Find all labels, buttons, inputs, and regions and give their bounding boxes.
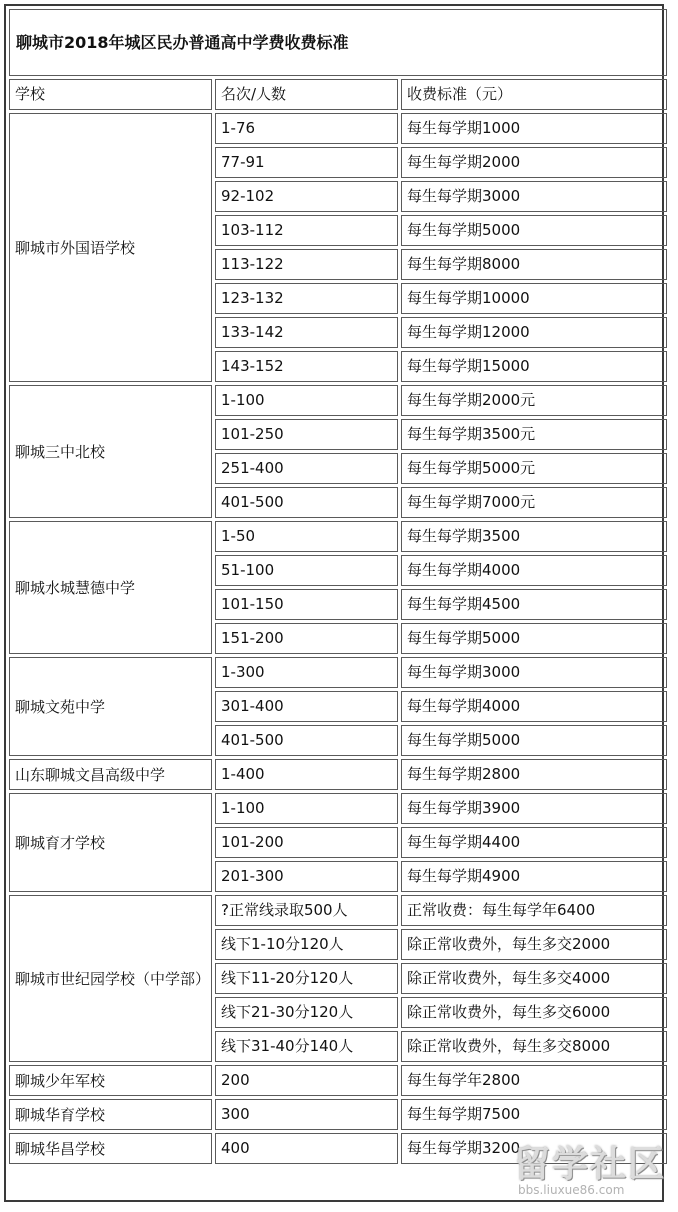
rank-cell: 401-500 [215,725,398,756]
fee-cell: 每生每学期2000元 [401,385,667,416]
rank-cell: 123-132 [215,283,398,314]
school-name-cell: 聊城少年军校 [9,1065,212,1096]
fee-cell: 除正常收费外，每生多交8000 [401,1031,667,1062]
table-row [9,657,667,688]
fee-cell: 每生每学年2800 [401,1065,667,1096]
rank-cell: 1-50 [215,521,398,552]
table-row [9,895,667,926]
rank-cell: 151-200 [215,623,398,654]
table-title: 聊城市2018年城区民办普通高中学费收费标准 [9,9,667,76]
rank-cell: 300 [215,1099,398,1130]
school-name-cell: 山东聊城文昌高级中学 [9,759,212,790]
table-row [9,1133,667,1164]
rank-cell: 1-76 [215,113,398,144]
fee-table [6,6,670,1167]
rank-cell: 113-122 [215,249,398,280]
rank-cell: 1-300 [215,657,398,688]
rank-cell: 1-100 [215,793,398,824]
fee-cell: 每生每学期4500 [401,589,667,620]
rank-cell: 线下21-30分120人 [215,997,398,1028]
fee-cell: 除正常收费外，每生多交4000 [401,963,667,994]
watermark-logo-text: 留学社区 [514,1144,667,1185]
school-name-cell: 聊城华育学校 [9,1099,212,1130]
rank-cell: 92-102 [215,181,398,212]
fee-cell: 每生每学期3500 [401,521,667,552]
fee-cell: 每生每学期2800 [401,759,667,790]
rank-cell: 251-400 [215,453,398,484]
fee-cell: 每生每学期4000 [401,691,667,722]
rank-cell: 线下31-40分140人 [215,1031,398,1062]
fee-cell: 每生每学期5000 [401,215,667,246]
table-row [9,521,667,552]
fee-cell: 除正常收费外，每生多交6000 [401,997,667,1028]
fee-cell: 每生每学期5000元 [401,453,667,484]
title-row [9,9,667,76]
fee-cell: 每生每学期3000 [401,657,667,688]
header-fee: 收费标准（元） [401,79,667,110]
fee-cell: 每生每学期5000 [401,725,667,756]
rank-cell: 线下1-10分120人 [215,929,398,960]
fee-cell: 每生每学期7500 [401,1099,667,1130]
rank-cell: 133-142 [215,317,398,348]
fee-cell: 每生每学期5000 [401,623,667,654]
school-name-cell: 聊城文苑中学 [9,657,212,756]
fee-cell: 每生每学期2000 [401,147,667,178]
rank-cell: 143-152 [215,351,398,382]
rank-cell: 线下11-20分120人 [215,963,398,994]
table-row [9,113,667,144]
school-name-cell: 聊城水城慧德中学 [9,521,212,654]
rank-cell: 401-500 [215,487,398,518]
fee-cell: 每生每学期4900 [401,861,667,892]
fee-cell: 每生每学期10000 [401,283,667,314]
rank-cell: 51-100 [215,555,398,586]
rank-cell: 101-250 [215,419,398,450]
school-name-cell: 聊城华昌学校 [9,1133,212,1164]
table-row [9,385,667,416]
fee-cell: 每生每学期15000 [401,351,667,382]
table-row [9,1065,667,1096]
fee-cell: 每生每学期3500元 [401,419,667,450]
rank-cell: 1-400 [215,759,398,790]
school-name-cell: 聊城育才学校 [9,793,212,892]
fee-cell: 每生每学期3900 [401,793,667,824]
fee-cell: 每生每学期12000 [401,317,667,348]
rank-cell: 1-100 [215,385,398,416]
fee-cell: 每生每学期3000 [401,181,667,212]
rank-cell: 200 [215,1065,398,1096]
fee-cell: 每生每学期3200 [401,1133,667,1164]
header-row [9,79,667,110]
fee-cell: 每生每学期8000 [401,249,667,280]
fee-cell: 每生每学期4400 [401,827,667,858]
fee-cell: 每生每学期7000元 [401,487,667,518]
table-row [9,793,667,824]
school-name-cell: 聊城市外国语学校 [9,113,212,382]
rank-cell: 201-300 [215,861,398,892]
rank-cell: 103-112 [215,215,398,246]
rank-cell: 101-200 [215,827,398,858]
header-school: 学校 [9,79,212,110]
fee-cell: 每生每学期4000 [401,555,667,586]
fee-cell: 除正常收费外，每生多交2000 [401,929,667,960]
table-row [9,759,667,790]
table-row [9,1099,667,1130]
rank-cell: 101-150 [215,589,398,620]
rank-cell: 400 [215,1133,398,1164]
watermark-url: bbs.liuxue86.com [518,1183,625,1197]
fee-cell: 正常收费：每生每学年6400 [401,895,667,926]
rank-cell: 77-91 [215,147,398,178]
school-name-cell: 聊城市世纪园学校（中学部） [9,895,212,1062]
header-rank: 名次/人数 [215,79,398,110]
fee-cell: 每生每学期1000 [401,113,667,144]
school-name-cell: 聊城三中北校 [9,385,212,518]
rank-cell: ?正常线录取500人 [215,895,398,926]
rank-cell: 301-400 [215,691,398,722]
